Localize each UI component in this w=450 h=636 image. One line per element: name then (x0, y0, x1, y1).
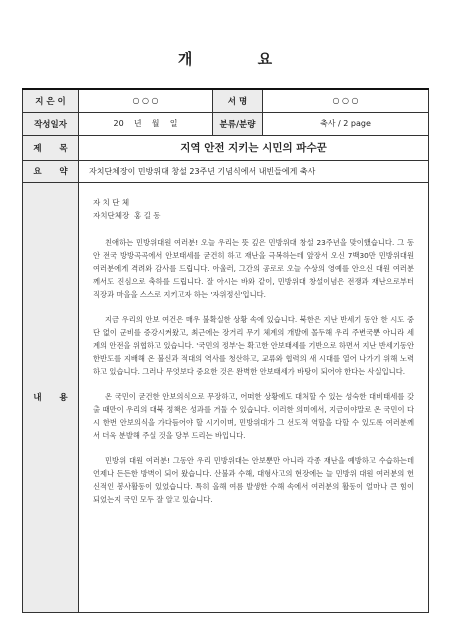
content-body (79, 182, 429, 612)
speaker-value: ○ ○ ○ (79, 89, 213, 112)
position-value: ○ ○ ○ (263, 89, 429, 112)
speech-paragraph-4: 민방위 대원 여러분! 그동안 우리 민방위대는 안보뿐만 아니라 각종 재난을 예방하고 수습하는데 언제나 든든한 방벽이 되어 왔습니다. 산불과 수해, 대형사고의 현장에는 늘 민방위 대원 여러분의 헌신적인 봉사활동이 있었습니다. 특히 올해 여름 발생한 수해 속에서 여러분의 활동이 얼마나 큰 힘이 되었는지 국민 모두 잘 알고 있습니다. (93, 455, 414, 504)
category-value: 축사 / 2 page (263, 112, 429, 135)
category-label: 분류/분량 (213, 112, 263, 135)
address-speaker: 자치단체장 홍 길 동 (93, 210, 161, 220)
speech-paragraph-2: 지금 우리의 안보 여건은 매우 불확실한 상황 속에 있습니다. 북한은 지난 반세기 동안 한 시도 중단 없이 군비를 증강시켜왔고, 최근에는 장거리 무기 체계의 개발에 몰두해 우리 주변국뿐 아니라 세계의 안전을 위협하고 있습니다. '국민의 정부'는 확고한 안보태세를 기반으로 하면서 지난 반세기동안 한반도를 지배해 온 불신과 적대의 역사를 청산하고, 교류와 협력의 새 시대를 열어 나가기 위해 노력하고 있습니다. 그러나 무엇보다 중요한 것은 완벽한 안보태세가 바탕이 되어야 한다는 사실입니다. (93, 314, 414, 376)
subject-label: 제 목 (23, 135, 79, 160)
subject-value: 지역 안전 지키는 시민의 파수꾼 (79, 135, 429, 160)
speech-paragraph-1: 친애하는 민방위대원 여러분! 오늘 우리는 뜻 깊은 민방위대 창설 23주년을 맞이했습니다. 그 동안 전국 방방곡곡에서 안보태세를 굳건히 하고 재난을 극복하는데 앞장서 오신 7백30만 민방위대원 여러분에게 격려와 감사를 드립니다. 아울러, 그간의 공로로 오늘 수상의 영예를 안으신 대원 여러분께서도 진심으로 축하를 드립니다. 잘 아시는 바와 같이, 민방위대 창설이념은 전쟁과 재난으로부터 직장과 마을을 스스로 지키고자 하는 '자위정신'입니다. (93, 237, 414, 299)
position-label: 서 명 (213, 89, 263, 112)
speech-paragraph-3: 온 국민이 굳건한 안보의식으로 무장하고, 어떠한 상황에도 대처할 수 있는 성숙한 대비태세를 갖출 때만이 우리의 대북 정책은 성과를 거둘 수 있습니다. 이러한 의미에서, 지금이야말로 온 국민이 다시 한번 안보의식을 가다듬어야 할 시기이며, 민방위대가 그 선도적 역할을 다할 수 있도록 여러분께서 더욱 분발해 주실 것을 당부 드리는 바입니다. (93, 391, 414, 440)
page-title: 개 요 (177, 50, 303, 68)
overview-form (22, 88, 429, 613)
summary-label: 요 약 (23, 160, 79, 182)
summary-value: 자치단체장이 민방위대 창설 23주년 기념식에서 내빈들에게 축사 (79, 160, 429, 182)
content-label: 내 용 (23, 182, 79, 612)
date-value: 20 년 월 일 (79, 112, 213, 135)
address-organization: 자 치 단 체 (93, 197, 130, 207)
speaker-label: 지 은 이 (23, 89, 79, 112)
date-label: 작성일자 (23, 112, 79, 135)
